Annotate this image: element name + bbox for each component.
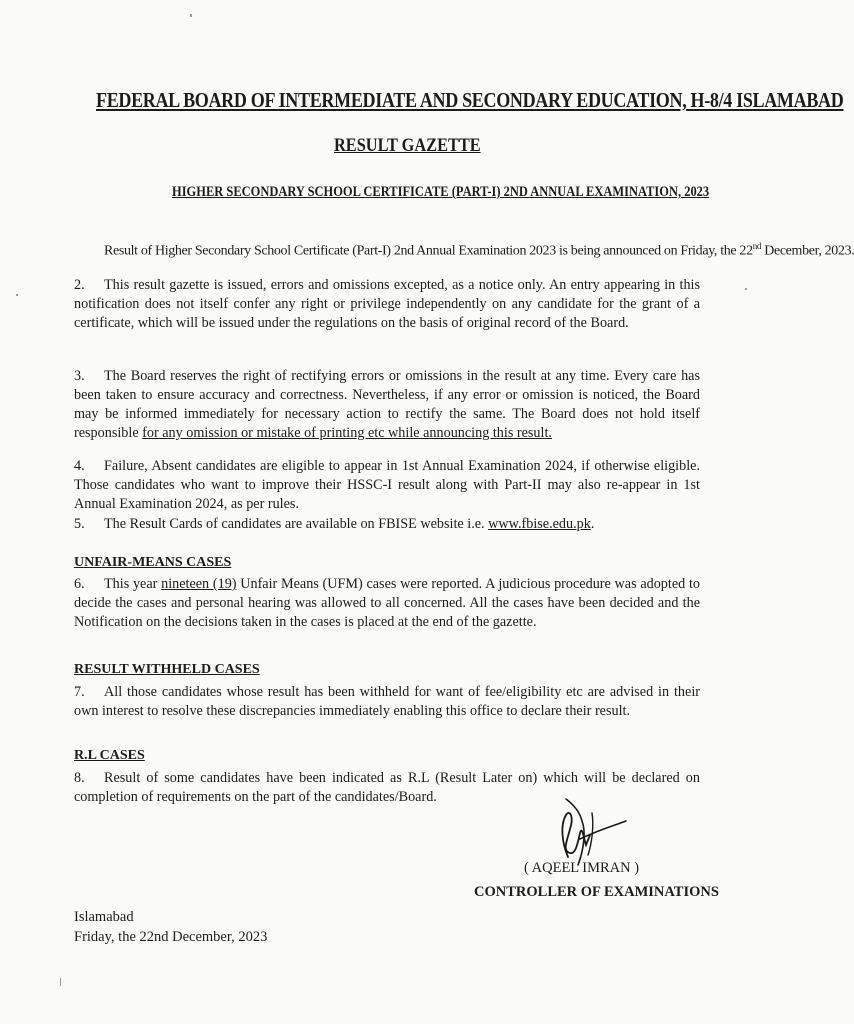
paragraph-3	[74, 367, 700, 443]
paragraph-5	[74, 515, 700, 534]
issue-place: Islamabad	[74, 909, 134, 925]
exam-title-text: HIGHER SECONDARY SCHOOL CERTIFICATE (PART-I) 2ND ANNUAL EXAMINATION, 2023	[172, 184, 710, 200]
paragraph-number: 8.	[74, 770, 85, 786]
paragraph-text: The Result Cards of candidates are available on FBISE website i.e.	[104, 516, 489, 532]
exam-title	[172, 184, 797, 201]
paragraph-text-end: .	[590, 516, 595, 532]
scan-speck	[745, 288, 747, 290]
scan-speck	[190, 14, 192, 17]
gazette-title-text: RESULT GAZETTE	[334, 135, 481, 156]
paragraph-text: This year	[104, 576, 162, 592]
paragraph-2	[74, 276, 700, 333]
paragraph-6	[74, 575, 700, 632]
intro-superscript: nd	[752, 241, 762, 251]
signatory-name: ( AQEEL IMRAN )	[524, 860, 640, 876]
unfair-means-heading: UNFAIR-MEANS CASES	[74, 555, 232, 570]
scan-speck	[16, 294, 18, 296]
intro-text: Result of Higher Secondary School Certificate (Part-I) 2nd Annual Examination 2023 is being announced on Friday, the 22	[104, 243, 753, 259]
paragraph-text: Result of some candidates have been indicated as R.L (Result Later on) which will be declared on completion of requirements on the part of the candidates/Board.	[74, 770, 700, 805]
paragraph-text: Failure, Absent candidates are eligible to appear in 1st Annual Examination 2024, if otherwise eligible. Those candidates who want to improve their HSSC-I result along with Part-II may also re-appear in 1st Annual Examination 2024, as per rules.	[74, 458, 700, 512]
paragraph-text: All those candidates whose result has been withheld for want of fee/eligibility etc are advised in their own interest to resolve these discrepancies immediately enabling this office to declare their result.	[74, 684, 700, 719]
withheld-heading: RESULT WITHHELD CASES	[74, 662, 260, 677]
board-title	[96, 88, 844, 113]
paragraph-7	[74, 683, 700, 721]
intro-text-end: December, 2023.	[761, 243, 854, 259]
paragraph-text-end: Unfair Means (UFM) cases were reported. A judicious procedure was adopted to decide the cases and personal hearing was allowed to all concerned. All the cases have been decided and the Notification on the decisions taken in the cases is placed at the end of the gazette.	[74, 576, 700, 630]
paragraph-number: 4.	[74, 458, 85, 474]
paragraph-number: 3.	[74, 368, 85, 384]
paragraph-number: 2.	[74, 277, 85, 293]
paragraph-4	[74, 457, 700, 514]
issue-place-date	[74, 907, 267, 947]
fbise-website-link[interactable]: www.fbise.edu.pk	[488, 516, 591, 532]
paragraph-text: This result gazette is issued, errors and omissions excepted, as a notice only. An entry appearing in this notification does not itself confer any right or privilege independently on any candidate for the grant of a certificate, which will be issued under the regulations on the basis of original record of the Board.	[74, 277, 700, 331]
paragraph-number: 5.	[74, 516, 85, 532]
paragraph-text: The Board reserves the right of rectifying errors or omissions in the result at any time. Every care has been taken to ensure accuracy and correctness. Nevertheless, if any error or omission is noticed, the Board may be informed immediately for necessary action to rectify the same. The Board does not hold itself responsible	[74, 368, 700, 441]
scan-speck	[60, 978, 61, 986]
board-title-text: FEDERAL BOARD OF INTERMEDIATE AND SECONDARY EDUCATION, H-8/4 ISLAMABAD	[96, 88, 844, 112]
rl-cases-heading: R.L CASES	[74, 748, 145, 763]
signatory-title: CONTROLLER OF EXAMINATIONS	[474, 884, 719, 900]
intro-paragraph	[104, 237, 854, 261]
paragraph-number: 7.	[74, 684, 85, 700]
paragraph-number: 6.	[74, 576, 85, 592]
paragraph-underlined-text: for any omission or mistake of printing etc while announcing this result.	[142, 425, 552, 441]
gazette-title	[334, 135, 505, 157]
paragraph-underlined-text: nineteen (19)	[161, 576, 237, 592]
issue-date: Friday, the 22nd December, 2023	[74, 929, 268, 945]
